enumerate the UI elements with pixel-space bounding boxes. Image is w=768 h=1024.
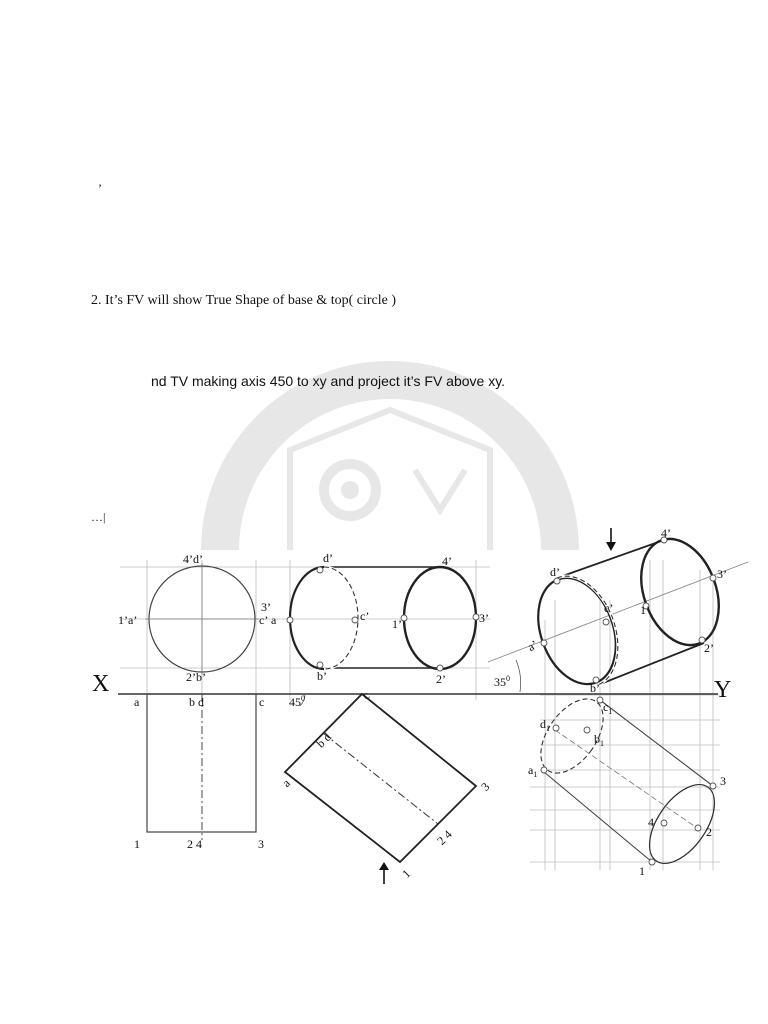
label-y: Y <box>714 677 732 703</box>
text-fragment: …| <box>91 510 106 524</box>
v3-fv-3: 3’ <box>717 567 727 581</box>
view1-top-view <box>134 694 264 851</box>
v3-fv-c: c’ <box>604 601 614 615</box>
v1-tv-a: a <box>134 695 140 709</box>
statement-line-1: 2. It’s FV will show True Shape of base & top( circle ) <box>91 293 396 308</box>
v1-label-bottom: 2’b’ <box>186 670 206 684</box>
construction-lines <box>120 560 720 870</box>
v1-label-right-c: c’ <box>259 613 269 627</box>
v2-fv-3: 3’ <box>479 611 489 625</box>
v3-tv-a: $a_1$ <box>528 763 538 779</box>
view3-front-view <box>488 526 748 695</box>
v3-fv-1: 1’ <box>640 603 650 617</box>
statement-line-2: nd TV making axis 450 to xy and project it’s FV above xy. <box>151 373 506 389</box>
v3-tv-b: $b_1$ <box>594 732 604 748</box>
v1-label-top: 4’d’ <box>183 552 203 566</box>
v2-fv-c: c’ <box>360 609 370 623</box>
view2-front-view <box>271 551 489 686</box>
v2-fv-a: a <box>271 613 277 627</box>
stray-mark: ’ <box>98 181 102 195</box>
v2-tv-c: c <box>358 688 373 703</box>
v3-tv-1: 1 <box>639 864 645 878</box>
v2-tv-a: a <box>279 776 293 790</box>
v2-fv-b: b’ <box>317 669 327 683</box>
v1-tv-3: 3 <box>258 837 264 851</box>
v1-tv-c: c <box>259 695 265 709</box>
v3-tv-c: $c_1$ <box>603 700 613 716</box>
v3-fv-b: b’ <box>590 681 600 695</box>
v2-fv-1: 1’ <box>392 617 402 631</box>
v2-tv-3: 3 <box>478 779 493 794</box>
v2-tv-bd: b d <box>313 729 335 751</box>
v3-fv-2: 2’ <box>704 641 714 655</box>
v3-fv-4: 4’ <box>661 526 671 540</box>
v3-tv-d: $d_1$ <box>540 717 550 733</box>
v1-label-left: 1’a’ <box>118 613 138 627</box>
v3-fv-d: d’ <box>550 565 560 579</box>
v2-fv-d: d’ <box>323 551 333 565</box>
v3-tv-3: 3 <box>720 774 726 788</box>
v2-fv-4: 4’ <box>442 554 452 568</box>
v2-tv-angle: $45^0$ <box>289 694 305 709</box>
v3-fv-angle: $35^0$ <box>494 674 510 689</box>
v2-tv-24: 2 4 <box>434 827 455 848</box>
v1-tv-bd: b d <box>189 695 204 709</box>
v1-tv-24: 2 4 <box>187 837 202 851</box>
label-x: X <box>92 671 110 697</box>
v3-fv-a: a’ <box>525 637 541 655</box>
v3-tv-4: 4 <box>648 815 654 829</box>
v1-tv-1: 1 <box>134 837 140 851</box>
v2-tv-1: 1 <box>399 866 414 881</box>
v1-label-right: 3’ <box>261 600 271 614</box>
v3-tv-2: 2 <box>706 825 712 839</box>
view3-top-view <box>528 688 727 878</box>
view1-front-view <box>118 552 271 684</box>
view2-top-view <box>279 689 492 884</box>
v2-fv-2: 2’ <box>436 672 446 686</box>
